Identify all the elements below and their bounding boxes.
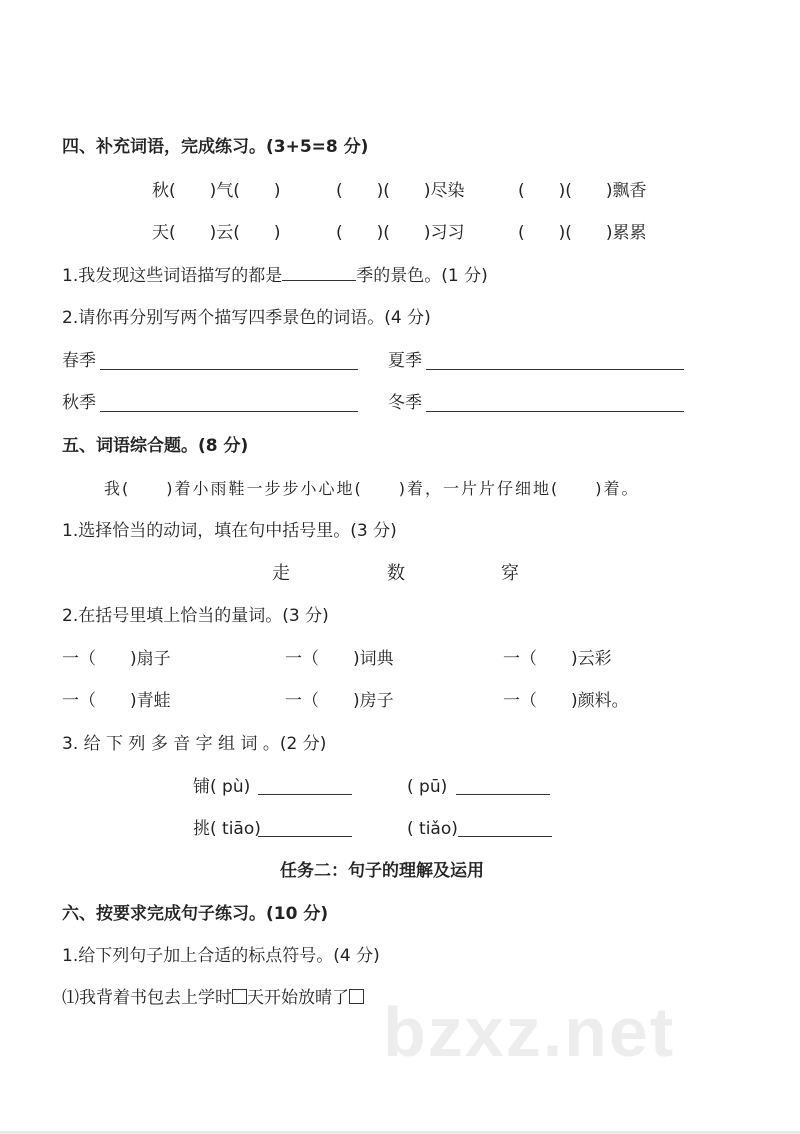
sec4-question-2: 2.请你再分别写两个描写四季景色的词语。(4 分): [62, 308, 431, 328]
autumn-answer-line[interactable]: [100, 411, 358, 412]
summer-label: 夏季: [388, 351, 422, 371]
sec4-q1-prefix: 1.我发现这些词语描写的都是: [62, 266, 283, 286]
sec5-question-1: 1.选择恰当的动词，填在句中括号里。(3 分): [62, 521, 397, 541]
spring-label: 春季: [62, 351, 96, 371]
idiom-row2-c: ( )( )累累: [518, 223, 647, 243]
sec5-question-3: 3. 给 下 列 多 音 字 组 词 。(2 分): [62, 734, 327, 754]
summer-answer-line[interactable]: [426, 369, 684, 370]
measure-word-house: 一（ )房子: [285, 691, 394, 711]
idiom-row1-b: ( )( )尽染: [336, 181, 465, 201]
idiom-row2-b: ( )( )习习: [336, 223, 465, 243]
verb-sentence: 我( )着小雨鞋一步步小心地( )着，一片片仔细地( )着。: [104, 479, 640, 498]
sec4-question-1: [62, 264, 488, 287]
polyphone-tiao1: 挑( tiāo): [193, 819, 261, 839]
sec4-q1-suffix: 季的景色。(1 分): [356, 266, 488, 286]
idiom-row2-a: 天( )云( ): [152, 223, 281, 243]
polyphone-pu1-blank[interactable]: [456, 794, 550, 795]
measure-word-frog: 一（ )青蛙: [62, 691, 171, 711]
measure-word-fan: 一（ )扇子: [62, 649, 171, 669]
measure-word-cloud: 一（ )云彩: [503, 649, 612, 669]
section-5-heading: 五、词语综合题。(8 分): [62, 436, 249, 456]
task-2-heading: 任务二：句子的理解及运用: [280, 861, 484, 881]
spring-answer-line[interactable]: [100, 369, 358, 370]
sec6-question-1: 1.给下列句子加上合适的标点符号。(4 分): [62, 946, 380, 966]
sentence-1-part-a: ⑴我背着书包去上学时: [62, 988, 232, 1008]
watermark: bzxz.net: [383, 993, 676, 1071]
polyphone-pu1: ( pū): [407, 777, 448, 797]
autumn-label: 秋季: [62, 393, 96, 413]
idiom-row1-c: ( )( )飘香: [518, 181, 647, 201]
verb-option-shu: 数: [387, 563, 405, 584]
punctuation-box-1[interactable]: [232, 989, 247, 1004]
measure-word-dictionary: 一（ )词典: [285, 649, 394, 669]
polyphone-tiao1-blank[interactable]: [258, 836, 352, 837]
verb-option-chuan: 穿: [501, 563, 519, 584]
section-4-heading: 四、补充词语，完成练习。(3+5=8 分): [62, 137, 369, 157]
idiom-row1-a: 秋( )气( ): [152, 181, 281, 201]
polyphone-tiao3: ( tiǎo): [407, 819, 458, 839]
polyphone-pu4-blank[interactable]: [258, 794, 352, 795]
polyphone-pu4: 铺( pù): [193, 777, 251, 797]
verb-option-zou: 走: [272, 563, 290, 584]
winter-label: 冬季: [388, 393, 422, 413]
season-blank[interactable]: [282, 264, 356, 281]
punctuation-sentence-1: [62, 987, 364, 1009]
sentence-1-part-b: 天开始放晴了: [247, 988, 349, 1008]
polyphone-tiao3-blank[interactable]: [458, 836, 552, 837]
sec5-question-2: 2.在括号里填上恰当的量词。(3 分): [62, 606, 329, 626]
section-6-heading: 六、按要求完成句子练习。(10 分): [62, 904, 329, 924]
punctuation-box-2[interactable]: [349, 989, 364, 1004]
measure-word-paint: 一（ )颜料。: [503, 691, 629, 711]
winter-answer-line[interactable]: [426, 411, 684, 412]
